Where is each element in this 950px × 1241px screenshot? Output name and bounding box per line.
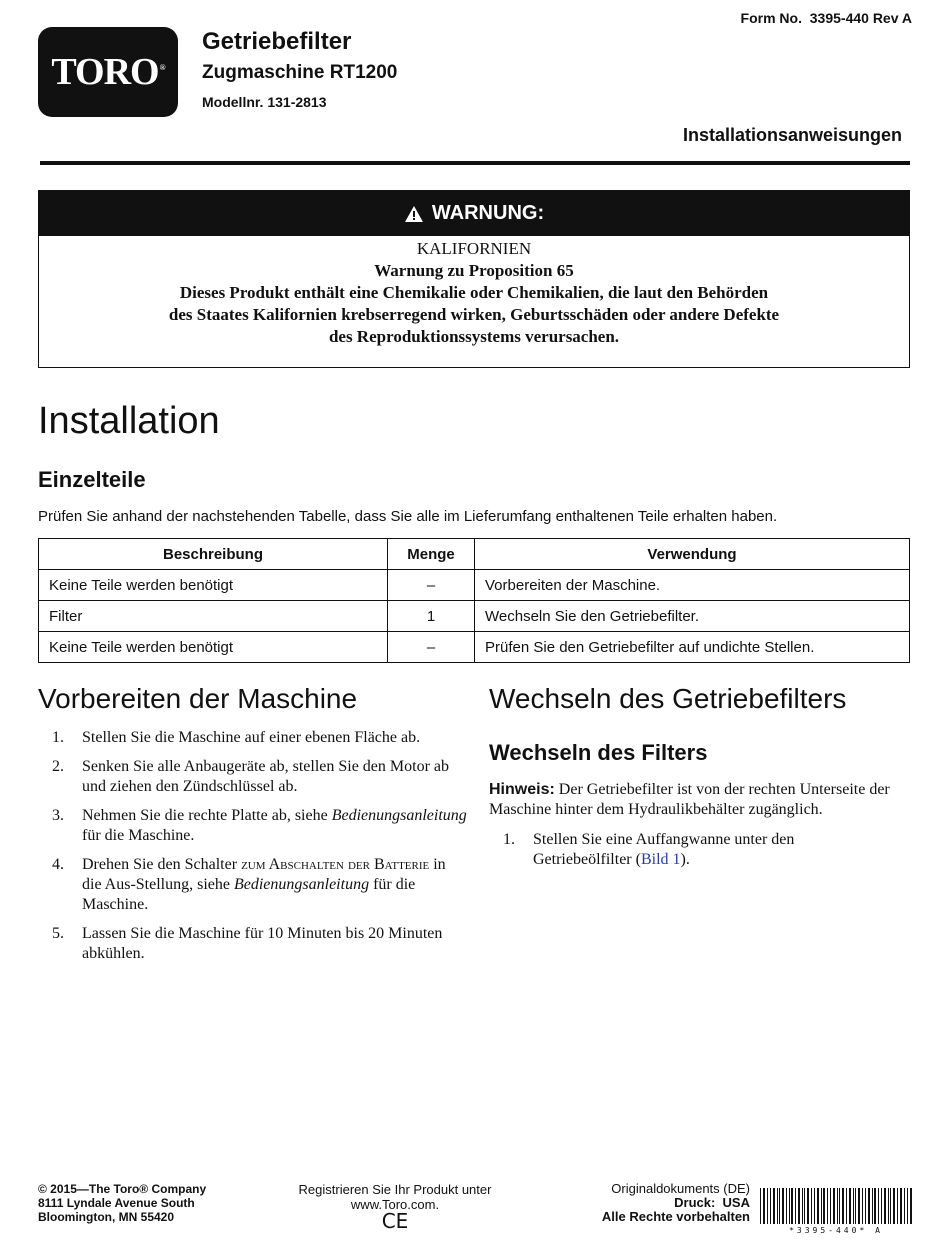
warning-box: [38, 190, 910, 368]
footer-rights: Originaldokuments (DE) Druck: USA Alle Rechte vorbehalten: [601, 1181, 750, 1224]
website-link[interactable]: www.Toro.com.: [350, 1197, 440, 1212]
warning-triangle-icon: [404, 205, 424, 223]
document-subtitle: Zugmaschine RT1200: [202, 62, 398, 83]
footer-company: © 2015—The Toro® Company 8111 Lyndale Avenue South Bloomington, MN 55420: [38, 1182, 207, 1224]
list-item: 1. Stellen Sie eine Auffangwanne unter den Getriebeölfilter (Bild 1).: [503, 831, 795, 868]
warning-body: [39, 236, 909, 348]
warning-header: [39, 191, 909, 236]
manual-reference: Bedienungsanleitung: [331, 807, 467, 824]
header-divider: [40, 161, 910, 165]
ce-mark: CE: [381, 1209, 409, 1233]
column-header: Beschreibung: [39, 539, 388, 570]
logo-text: TORO®: [51, 51, 165, 93]
form-number: Form No. 3395-440 Rev A: [740, 10, 912, 26]
switch-name: zum Abschalten der Batterie: [241, 856, 430, 873]
figure-link[interactable]: Bild 1: [640, 851, 681, 868]
manual-reference: Bedienungsanleitung: [233, 876, 370, 893]
document-type: Installationsanweisungen: [682, 125, 902, 145]
warning-line-2: Warnung zu Proposition 65: [374, 261, 574, 280]
prepare-title: Vorbereiten der Maschine: [38, 683, 358, 714]
list-item: 1. Stellen Sie die Maschine auf einer ebenen Fläche ab.: [52, 729, 421, 746]
table-cell: Keine Teile werden benötigt: [39, 570, 388, 601]
column-header: Verwendung: [475, 539, 910, 570]
list-item: 5. Lassen Sie die Maschine für 10 Minuten bis 20 Minuten abkühlen.: [52, 925, 443, 962]
table-cell: Filter: [39, 601, 388, 632]
note: [489, 780, 911, 820]
table-cell: 1: [388, 601, 475, 632]
model-number: Modellnr. 131-2813: [202, 94, 327, 110]
table-header-row: [39, 539, 910, 570]
warning-line-5: des Reproduktionssystems verursachen.: [328, 327, 620, 346]
installation-title: Installation: [38, 400, 220, 442]
change-steps: [489, 830, 834, 879]
warning-heading: WARNUNG:: [431, 202, 545, 224]
table-cell: Prüfen Sie den Getriebefilter auf undichte Stellen.: [475, 632, 910, 663]
table-cell: Keine Teile werden benötigt: [39, 632, 388, 663]
table-row: [39, 570, 910, 601]
warning-line-3: Dieses Produkt enthält eine Chemikalie oder Chemikalien, die laut den Behörden: [179, 283, 769, 302]
parts-intro: Prüfen Sie anhand der nachstehenden Tabelle, dass Sie alle im Lieferumfang enthaltenen Teile erhalten haben.: [38, 508, 778, 525]
table-row: [39, 632, 910, 663]
parts-title: Einzelteile: [38, 467, 146, 492]
barcode-image: [760, 1188, 912, 1224]
list-item: 3. Nehmen Sie die rechte Platte ab, siehe Bedienungsanleitung für die Maschine.: [52, 807, 467, 844]
parts-table: [38, 538, 910, 663]
table-cell: –: [388, 632, 475, 663]
note-label: Hinweis:: [489, 781, 555, 798]
prepare-steps: [38, 728, 468, 973]
note-text: Der Getriebefilter ist von der rechten Unterseite der Maschine hinter dem Hydraulikbehälter zugänglich.: [489, 781, 890, 818]
table-row: [39, 601, 910, 632]
warning-line-1: KALIFORNIEN: [416, 239, 532, 258]
barcode-text: *3395-440* A: [789, 1226, 883, 1235]
warning-line-4: des Staates Kalifornien krebserregend wirken, Geburtsschäden oder andere Defekte: [168, 305, 780, 324]
change-title: Wechseln des Getriebefilters: [489, 683, 847, 714]
toro-logo: [38, 27, 178, 117]
document-title: Getriebefilter: [202, 28, 352, 55]
table-cell: Vorbereiten der Maschine.: [475, 570, 910, 601]
table-cell: –: [388, 570, 475, 601]
list-item: 4. Drehen Sie den Schalter zum Abschalten der Batterie in die Aus-Stellung, siehe Bedienungsanleitung für die Maschine.: [52, 856, 446, 913]
change-subtitle: Wechseln des Filters: [489, 740, 708, 765]
table-cell: Wechseln Sie den Getriebefilter.: [475, 601, 910, 632]
list-item: 2. Senken Sie alle Anbaugeräte ab, stellen Sie den Motor ab und ziehen den Zündschlüssel ab.: [52, 758, 450, 795]
column-header: Menge: [388, 539, 475, 570]
footer-register: Registrieren Sie Ihr Produkt unter www.Toro.com. CE: [290, 1182, 500, 1229]
